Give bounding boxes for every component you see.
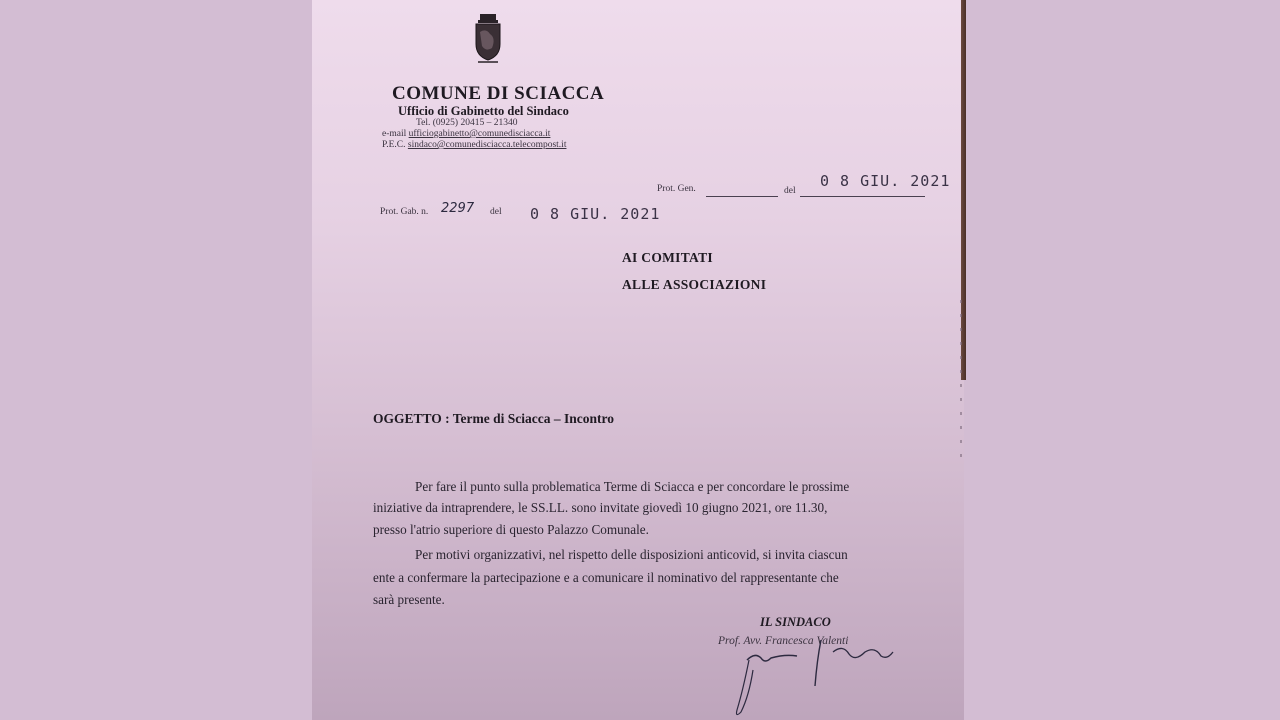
subject-line: OGGETTO : Terme di Sciacca – Incontro <box>373 411 615 426</box>
pec-link[interactable]: sindaco@comunedisciacca.telecompost.it <box>407 140 567 150</box>
email-label: e-mail <box>382 129 407 139</box>
office-subtitle: Ufficio di Gabinetto del Sindaco <box>398 104 569 118</box>
prot-gen-date-stamp: 0 8 GIU. 2021 <box>820 172 951 190</box>
prot-gab-date-stamp: 0 8 GIU. 2021 <box>530 205 661 223</box>
pec-line <box>382 140 566 150</box>
body-line-4: Per motivi organizzativi, nel rispetto delle disposizioni anticovid, si invita ciascun <box>415 547 848 562</box>
prot-gen-number-line <box>706 196 778 197</box>
signature-name: Prof. Avv. Francesca Valenti <box>718 635 849 647</box>
coat-of-arms-icon <box>470 12 506 64</box>
prot-gab-del-label: del <box>490 207 502 217</box>
prot-gab-label: Prot. Gab. n. <box>380 207 429 217</box>
municipality-title: COMUNE DI SCIACCA <box>392 83 605 104</box>
email-link[interactable]: ufficiogabinetto@comunedisciacca.it <box>408 129 551 139</box>
phone-numbers: Tel. (0925) 20415 – 21340 <box>416 118 518 128</box>
body-line-3: presso l'atrio superiore di questo Palazzo Comunale. <box>373 522 649 537</box>
handwritten-signature-icon <box>725 640 905 720</box>
prot-gen-del-label: del <box>784 186 796 196</box>
prot-gab-number: 2297 <box>441 201 475 216</box>
body-line-1: Per fare il punto sulla problematica Terme di Sciacca e per concordare le prossime <box>415 479 850 494</box>
pec-label: P.E.C. <box>382 140 406 150</box>
body-line-2: iniziative da intraprendere, le SS.LL. sono invitate giovedì 10 giugno 2021, ore 11.30, <box>373 500 828 515</box>
email-line <box>382 129 550 139</box>
body-line-5: ente a confermare la partecipazione e a comunicare il nominativo del rappresentante che <box>373 570 839 585</box>
body-line-6: sarà presente. <box>373 592 445 607</box>
recipient-associations: ALLE ASSOCIAZIONI <box>622 277 767 292</box>
page-perforation <box>960 300 962 460</box>
signature-title: IL SINDACO <box>760 615 831 629</box>
prot-gen-label: Prot. Gen. <box>657 184 696 194</box>
recipient-committees: AI COMITATI <box>622 250 713 265</box>
prot-gen-date-line <box>800 196 925 197</box>
